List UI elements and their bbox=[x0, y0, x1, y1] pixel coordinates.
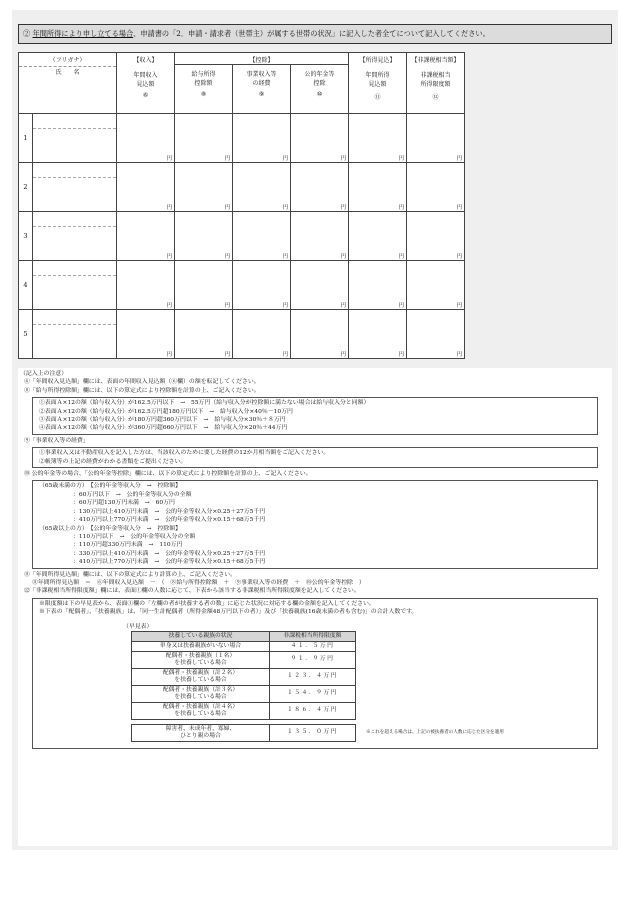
group-shotoku-label: 【所得見込】 bbox=[359, 57, 396, 64]
note-8-box bbox=[32, 397, 598, 435]
col-label: 控除 bbox=[313, 80, 326, 87]
note-10: ⑩ 公的年金等の場合、「公的年金等控除」欄には、以下の算定式により控除額を計算の上、ご記入ください。 bbox=[24, 471, 312, 478]
col-label: 給与所得 bbox=[191, 71, 216, 78]
quick-amount: ４１．５万円 bbox=[270, 641, 356, 651]
amount-cell[interactable]: 円 bbox=[117, 310, 175, 359]
col-label: 見込額 bbox=[368, 81, 387, 88]
row-number: 4 bbox=[19, 261, 33, 310]
amount-cell[interactable]: 円 bbox=[117, 212, 175, 261]
table-row bbox=[19, 261, 465, 310]
col-label: 事業収入等 bbox=[246, 71, 277, 78]
note-10-item: （65歳未満の方） 【公的年金等収入分 → 控除額】 bbox=[39, 483, 182, 490]
note-10-item: ：410万円以上770万円未満 → 公的年金等収入分×0.15＋68万5千円 bbox=[73, 559, 266, 566]
furigana-field[interactable] bbox=[33, 212, 116, 227]
note-11: ⑪「年間所得見込額」欄には、以下の算定式により計算の上、ご記入ください。 bbox=[24, 571, 237, 578]
quick-header-row bbox=[132, 631, 356, 641]
amount-cell[interactable]: 円 bbox=[175, 212, 233, 261]
amount-cell[interactable]: 円 bbox=[233, 163, 291, 212]
table-body bbox=[19, 114, 465, 359]
furigana-label: （フリガナ） bbox=[19, 53, 116, 67]
note-12-item: ※下表の「配偶者」、「扶養親族」は、「同一生計配偶者（所得金額48万円以下の者）」及び「扶養親族(16歳未満の者も含む)」の合計人数です。 bbox=[39, 609, 418, 616]
group-hikazei-label: 【非課税相当額】 bbox=[411, 57, 460, 64]
note-9-box bbox=[32, 447, 598, 468]
note-8-item: ②表面Ａ×12の額（給与収入分）が162.5万円超180万円以下 → 給与収入分×40％－10万円 bbox=[39, 408, 293, 415]
header-col-shotoku bbox=[349, 53, 407, 114]
col-label: 年間収入 bbox=[133, 72, 158, 79]
note-8-item: ①表面Ａ×12の額（給与収入分）が162.5万円以下 → 55万円（給与収入分が控除額に満たない場合は給与収入分と同額） bbox=[39, 400, 370, 407]
header-col-hikazei bbox=[407, 53, 465, 114]
table-row bbox=[19, 310, 465, 359]
amount-cell[interactable]: 円 bbox=[117, 163, 175, 212]
quick-status: 配偶者・扶養親族（計２名） を扶養している場合 bbox=[132, 668, 270, 685]
amount-cell[interactable]: 円 bbox=[407, 163, 465, 212]
header-col-income bbox=[117, 53, 175, 114]
amount-cell[interactable]: 円 bbox=[407, 114, 465, 163]
note-10-item: ：130万円以上410万円未満 → 公的年金等収入分×0.25＋27万5千円 bbox=[73, 508, 266, 515]
furigana-field[interactable] bbox=[33, 310, 116, 325]
quick-extra-amount: １３５．０万円 bbox=[270, 724, 356, 741]
quick-row bbox=[132, 702, 356, 719]
note-12-item: ※限度額は下の早見表から、表面①欄の「左欄の者が扶養する者の数」に応じた状況に対応する欄の金額を記入してください。 bbox=[39, 600, 375, 607]
amount-cell[interactable]: 円 bbox=[117, 114, 175, 163]
quick-header-amount: 非課税相当所得限度額 bbox=[270, 631, 356, 641]
name-header bbox=[19, 53, 117, 114]
amount-cell[interactable]: 円 bbox=[407, 310, 465, 359]
quick-note: ※これを超える場合は、上記の被扶養者の人数に応じた区分を適用 bbox=[366, 729, 504, 735]
amount-cell[interactable]: 円 bbox=[407, 212, 465, 261]
amount-cell[interactable]: 円 bbox=[291, 212, 349, 261]
quick-status: 配偶者・扶養親族（計４名） を扶養している場合 bbox=[132, 702, 270, 719]
note-8-item: ④表面Ａ×12の額（給与収入分）が360万円超660万円以下 → 給与収入分×20％＋44万円 bbox=[39, 425, 288, 432]
amount-cell[interactable]: 円 bbox=[233, 261, 291, 310]
name-field[interactable] bbox=[33, 129, 116, 162]
note-12: ⑫「非課税相当所得限度額」欄には、表面①欄の人数に応じて、下表から該当する非課税相当所得限度額を記入してください。 bbox=[24, 588, 360, 595]
note-8-item: ③表面Ａ×12の額（給与収入分）が180万円超360万円以下 → 給与収入分×30％＋８万円 bbox=[39, 417, 286, 424]
amount-cell[interactable]: 円 bbox=[349, 212, 407, 261]
section-header bbox=[18, 24, 612, 44]
name-cell[interactable] bbox=[33, 212, 117, 261]
col-mark: ⑫ bbox=[432, 94, 439, 101]
name-field[interactable] bbox=[33, 178, 116, 211]
section-number: ② bbox=[23, 29, 31, 38]
quick-amount: １５４．９万円 bbox=[270, 685, 356, 702]
note-12-box bbox=[32, 598, 598, 749]
col-mark: ⑩ bbox=[316, 91, 323, 98]
note-9: ⑨「事業収入等の経費」 bbox=[24, 437, 89, 444]
col-label: の経費 bbox=[252, 80, 271, 87]
note-10-item: ：330万円以上410万円未満 → 公的年金等収入分×0.25＋27万5千円 bbox=[73, 550, 266, 557]
table-header-row bbox=[19, 53, 465, 114]
col-label: 年間所得 bbox=[365, 72, 390, 79]
amount-cell[interactable]: 円 bbox=[233, 310, 291, 359]
quick-row bbox=[132, 685, 356, 702]
income-table bbox=[18, 52, 465, 359]
name-cell[interactable] bbox=[33, 261, 117, 310]
furigana-field[interactable] bbox=[33, 163, 116, 178]
header-group-deduction bbox=[175, 53, 349, 114]
col-label: 見込額 bbox=[136, 81, 155, 88]
amount-cell[interactable]: 円 bbox=[349, 163, 407, 212]
name-label: 氏 名 bbox=[55, 69, 80, 76]
note-10-item: ：60万円以下 → 公的年金等収入分の全額 bbox=[73, 491, 192, 498]
amount-cell[interactable]: 円 bbox=[233, 212, 291, 261]
quick-row bbox=[132, 668, 356, 685]
amount-cell[interactable]: 円 bbox=[117, 261, 175, 310]
amount-cell[interactable]: 円 bbox=[349, 261, 407, 310]
row-number: 5 bbox=[19, 310, 33, 359]
name-field[interactable] bbox=[33, 227, 116, 260]
table-row bbox=[19, 163, 465, 212]
quick-row bbox=[132, 651, 356, 668]
name-cell[interactable] bbox=[33, 114, 117, 163]
col-mark: ⑪ bbox=[374, 94, 381, 101]
table-row bbox=[19, 114, 465, 163]
amount-cell[interactable]: 円 bbox=[175, 310, 233, 359]
amount-cell[interactable]: 円 bbox=[349, 310, 407, 359]
notes-section bbox=[18, 368, 612, 846]
note-11-formula: ⑪年間所得見込額 ＝ ⑥年間収入見込額 － （ ⑧給与所得控除額 ＋ ⑨事業収入等の経費 ＋ ⑩公的年金等控除 ） bbox=[32, 579, 365, 586]
amount-cell[interactable]: 円 bbox=[175, 114, 233, 163]
section-title-rest: 、申請書の「2．申請・請求者（世帯主）が属する世帯の状況」に記入した者全てについて記入してください。 bbox=[133, 29, 490, 38]
section-title-underlined: 年間所得により申し立てる場合 bbox=[32, 29, 134, 38]
amount-cell[interactable]: 円 bbox=[291, 114, 349, 163]
amount-cell[interactable]: 円 bbox=[175, 261, 233, 310]
amount-cell[interactable]: 円 bbox=[233, 114, 291, 163]
col-mark: ⑨ bbox=[258, 91, 265, 98]
amount-cell[interactable]: 円 bbox=[349, 114, 407, 163]
col-label: 非課税相当 bbox=[420, 72, 451, 79]
notes-title: （記入上の注意） bbox=[20, 371, 68, 377]
row-number: 3 bbox=[19, 212, 33, 261]
note-10-item: （65歳以上の方） 【公的年金等収入分 → 控除額】 bbox=[39, 525, 182, 532]
quick-reference-table bbox=[131, 631, 356, 720]
amount-cell[interactable]: 円 bbox=[291, 310, 349, 359]
quick-table-title: （早見表） bbox=[123, 623, 153, 630]
quick-amount: １２３．４万円 bbox=[270, 668, 356, 685]
note-8: ⑧「給与所得控除額」欄には、以下の算定式により控除額を計算の上、ご記入ください。 bbox=[24, 387, 260, 394]
group-income-label: 【収入】 bbox=[133, 57, 158, 64]
col-mark: ⑥ bbox=[142, 92, 149, 99]
name-cell[interactable] bbox=[33, 163, 117, 212]
note-9-item: ②帳簿等の上記の経費がわかる書類をご提出ください。 bbox=[39, 458, 187, 465]
note-10-item: ：110万円以下 → 公的年金等収入分の全額 bbox=[73, 533, 196, 540]
quick-amount: １８６．４万円 bbox=[270, 702, 356, 719]
row-number: 1 bbox=[19, 114, 33, 163]
amount-cell[interactable]: 円 bbox=[291, 163, 349, 212]
note-10-item: ：60万円超130万円未満 → 60万円 bbox=[73, 500, 175, 507]
furigana-field[interactable] bbox=[33, 114, 116, 129]
quick-extra-row bbox=[39, 724, 591, 742]
note-10-item: ：110万円超330万円未満 → 110万円 bbox=[73, 542, 183, 549]
note-6: ⑥「年間収入見込額」欄には、表面の年間収入見込額（⑥欄）の額を転記してください。 bbox=[24, 379, 260, 386]
note-10-item: ：410万円以上770万円未満 → 公的年金等収入分×0.15＋68万5千円 bbox=[73, 517, 266, 524]
row-number: 2 bbox=[19, 163, 33, 212]
note-10-box bbox=[32, 480, 598, 568]
quick-status: 単身又は扶養親族がいない場合 bbox=[132, 641, 270, 651]
quick-status: 配偶者・扶養親族（計３名） を扶養している場合 bbox=[132, 685, 270, 702]
quick-status: 配偶者・扶養親族（１名） を扶養している場合 bbox=[132, 651, 270, 668]
group-deduct-label: 【控除】 bbox=[175, 53, 348, 65]
col-label: 公的年金等 bbox=[304, 71, 335, 78]
amount-cell[interactable]: 円 bbox=[407, 261, 465, 310]
col-label: 控除額 bbox=[194, 80, 213, 87]
quick-extra-table bbox=[131, 724, 356, 742]
name-field[interactable] bbox=[33, 276, 116, 309]
form-page bbox=[12, 10, 618, 850]
amount-cell[interactable]: 円 bbox=[175, 163, 233, 212]
col-label: 所得限度額 bbox=[420, 81, 451, 88]
quick-row bbox=[132, 641, 356, 651]
quick-amount: ９１．９万円 bbox=[270, 651, 356, 668]
quick-header-status: 扶養している親族の状況 bbox=[132, 631, 270, 641]
quick-extra-status: 障害者、未成年者、寡婦、 ひとり親の場合 bbox=[132, 724, 270, 741]
name-field[interactable] bbox=[33, 325, 116, 358]
name-cell[interactable] bbox=[33, 310, 117, 359]
amount-cell[interactable]: 円 bbox=[291, 261, 349, 310]
col-mark: ⑧ bbox=[200, 91, 207, 98]
furigana-field[interactable] bbox=[33, 261, 116, 276]
note-9-item: ①事業収入又は不動産収入を記入した方は、当該収入のために要した経費の12か月相当額をご記入ください。 bbox=[39, 450, 330, 457]
table-row bbox=[19, 212, 465, 261]
